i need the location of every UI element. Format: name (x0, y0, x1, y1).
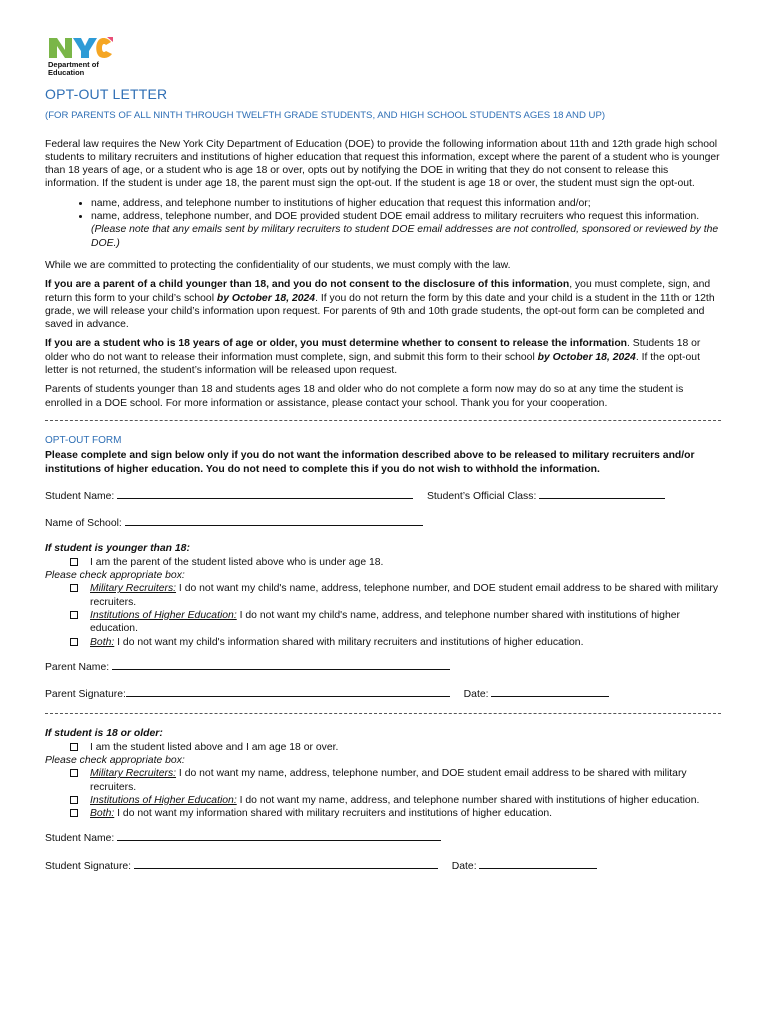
under18-both-checkbox[interactable] (70, 638, 78, 646)
over18-student-name-label: Student Name: (45, 833, 118, 845)
student-signature-label: Student Signature: (45, 860, 134, 872)
parent-paragraph-bold: If you are a parent of a child younger than 18, and you do not consent to the disclosure of this information (45, 279, 570, 291)
student-paragraph-text: . Students 18 or older who do not want to release their information must complete, sign, and submit this form to their school (45, 338, 701, 363)
logo-line-2: Education (48, 68, 85, 77)
parent-deadline: by October 18, 2024 (216, 292, 316, 304)
official-class-label: Student’s Official Class: (426, 490, 540, 502)
school-name-field[interactable] (125, 515, 423, 526)
option-label: Military Recruiters: (90, 583, 177, 595)
student-info-row (45, 488, 721, 503)
form-instructions: Please complete and sign below only if you do not want the information described above to be released to military recruiters and/or institutions of higher education. You do not need to complete this if you do not wish to withhold the information. (45, 450, 695, 475)
option-text: I do not want my information shared with military recruiters and institutions of higher education. (114, 808, 553, 820)
parent-signature-field[interactable] (126, 686, 450, 697)
option-text: I do not want my child's name, address, and telephone number shared with institutions of higher education. (90, 609, 680, 635)
parent-paragraph (45, 278, 721, 331)
school-name-row (45, 515, 721, 530)
intro-paragraph: Federal law requires the New York City Department of Education (DOE) to provide the following information about 11th and 12th grade high school students to military recruiters and institutions of higher education that request this information, except where the parent of a student who is younger than 18 years of age, or a student who is age 18 or over, opts out by notifying the DOE in writing that they do not consent to release this information. If the student is under age 18, the parent must sign the opt-out. If the student is age 18 or over, the student must sign the opt-out. (45, 138, 720, 190)
option-text: I do not want my name, address, and telephone number shared with institutions of higher education. (236, 794, 700, 806)
under18-military-checkbox[interactable] (70, 584, 78, 592)
student-signature-row (45, 858, 721, 873)
option-label: Military Recruiters: (90, 768, 177, 780)
under18-option-both (45, 636, 721, 649)
option-label: Institutions of Higher Education: (90, 794, 237, 806)
student-paragraph-bold: If you are a student who is 18 years of age or older, you must determine whether to consent to release the information (45, 338, 628, 350)
over18-please-check: Please check appropriate box: (45, 754, 185, 766)
student-deadline: by October 18, 2024 (537, 351, 636, 363)
option-label: Both: (90, 636, 115, 648)
student-confirm-row (45, 741, 721, 754)
option-text: I do not want my child's name, address, telephone number, and DOE student email address to be shared with military recruiters. (90, 583, 719, 608)
page-subtitle: (FOR PARENTS OF ALL NINTH THROUGH TWELFTH GRADE STUDENTS, AND HIGH SCHOOL STUDENTS AGES 18 AND UP) (45, 110, 606, 122)
committed-paragraph: While we are committed to protecting the confidentiality of our students, we must comply with the law. (45, 259, 511, 271)
over18-option-both (45, 807, 721, 820)
bullet-item-higher-ed (91, 197, 721, 210)
option-text: I do not want my name, address, telephone number, and DOE student email address to be shared with military recruiters. (90, 768, 687, 793)
bullet-item-military (91, 210, 721, 250)
divider (45, 420, 721, 422)
under18-option-higher-ed (45, 609, 721, 636)
parent-date-label: Date: (463, 689, 492, 701)
info-bullet-list (45, 197, 721, 250)
bullet-note: (Please note that any emails sent by military recruiters to student DOE email addresses are not controlled, sponsored or reviewed by the DOE.) (91, 224, 719, 249)
any-time-paragraph: Parents of students younger than 18 and students ages 18 and older who do not complete a form now may do so at any time the student is enrolled in a DOE school. For more information or assistance, please contact your school. Thank you for your cooperation. (45, 384, 684, 409)
form-title: OPT-OUT FORM (45, 434, 122, 446)
student-date-field[interactable] (479, 858, 597, 869)
student-signature-field[interactable] (134, 858, 438, 869)
over18-option-higher-ed (45, 794, 721, 807)
logo-subtitle (48, 61, 99, 77)
parent-signature-row (45, 686, 721, 701)
parent-paragraph-text: . If you do not return the form by this date and your child is a student in the 11th or 12th grade, we will release your child’s information upon request. For parents of 9th and 10th grade students, the opt-out form can be completed and saved in advance. (45, 292, 715, 331)
bullet-text: name, address, and telephone number to institutions of higher education that request this information and/or; (91, 197, 591, 209)
divider (45, 713, 721, 715)
under18-please-check: Please check appropriate box: (45, 570, 185, 582)
parent-name-field[interactable] (112, 659, 450, 670)
under18-heading: If student is younger than 18: (45, 543, 190, 555)
student-name-label: Student Name: (45, 490, 118, 502)
under18-higher-ed-checkbox[interactable] (70, 611, 78, 619)
parent-confirm-checkbox[interactable] (70, 558, 78, 566)
page-title: OPT-OUT LETTER (45, 86, 168, 102)
parent-paragraph-text: , you must complete, sign, and return this form to your child’s school (45, 279, 711, 304)
parent-name-label: Parent Name: (45, 661, 112, 673)
option-text: I do not want my child's information shared with military recruiters and institutions of higher education. (114, 636, 584, 648)
option-label: Institutions of Higher Education: (90, 609, 237, 621)
parent-name-row (45, 659, 721, 674)
over18-heading: If student is 18 or older: (45, 728, 163, 740)
over18-both-checkbox[interactable] (70, 809, 78, 817)
parent-confirm-text: I am the parent of the student listed above who is under age 18. (90, 556, 384, 568)
student-confirm-text: I am the student listed above and I am age 18 or over. (90, 741, 339, 753)
school-name-label: Name of School: (45, 518, 125, 530)
over18-student-name-field[interactable] (117, 830, 441, 841)
over18-higher-ed-checkbox[interactable] (70, 796, 78, 804)
student-paragraph-text: . If the opt-out letter is not returned, the student’s information will be released upon request. (45, 351, 700, 377)
student-confirm-checkbox[interactable] (70, 743, 78, 751)
student-date-label: Date: (451, 860, 480, 872)
option-label: Both: (90, 808, 115, 820)
parent-date-field[interactable] (491, 686, 609, 697)
student-name-row (45, 830, 721, 845)
under18-option-military (45, 582, 721, 609)
over18-military-checkbox[interactable] (70, 769, 78, 777)
parent-confirm-row (45, 556, 721, 569)
student-name-field[interactable] (117, 488, 413, 499)
official-class-field[interactable] (539, 488, 665, 499)
over18-option-military (45, 767, 721, 794)
logo-line-1: Department of (48, 60, 99, 69)
student-paragraph (45, 337, 721, 377)
bullet-text: name, address, telephone number, and DOE provided student DOE email address to military recruiters who request this information. (91, 211, 700, 223)
parent-signature-label: Parent Signature: (45, 689, 126, 701)
letter-content (45, 88, 721, 885)
